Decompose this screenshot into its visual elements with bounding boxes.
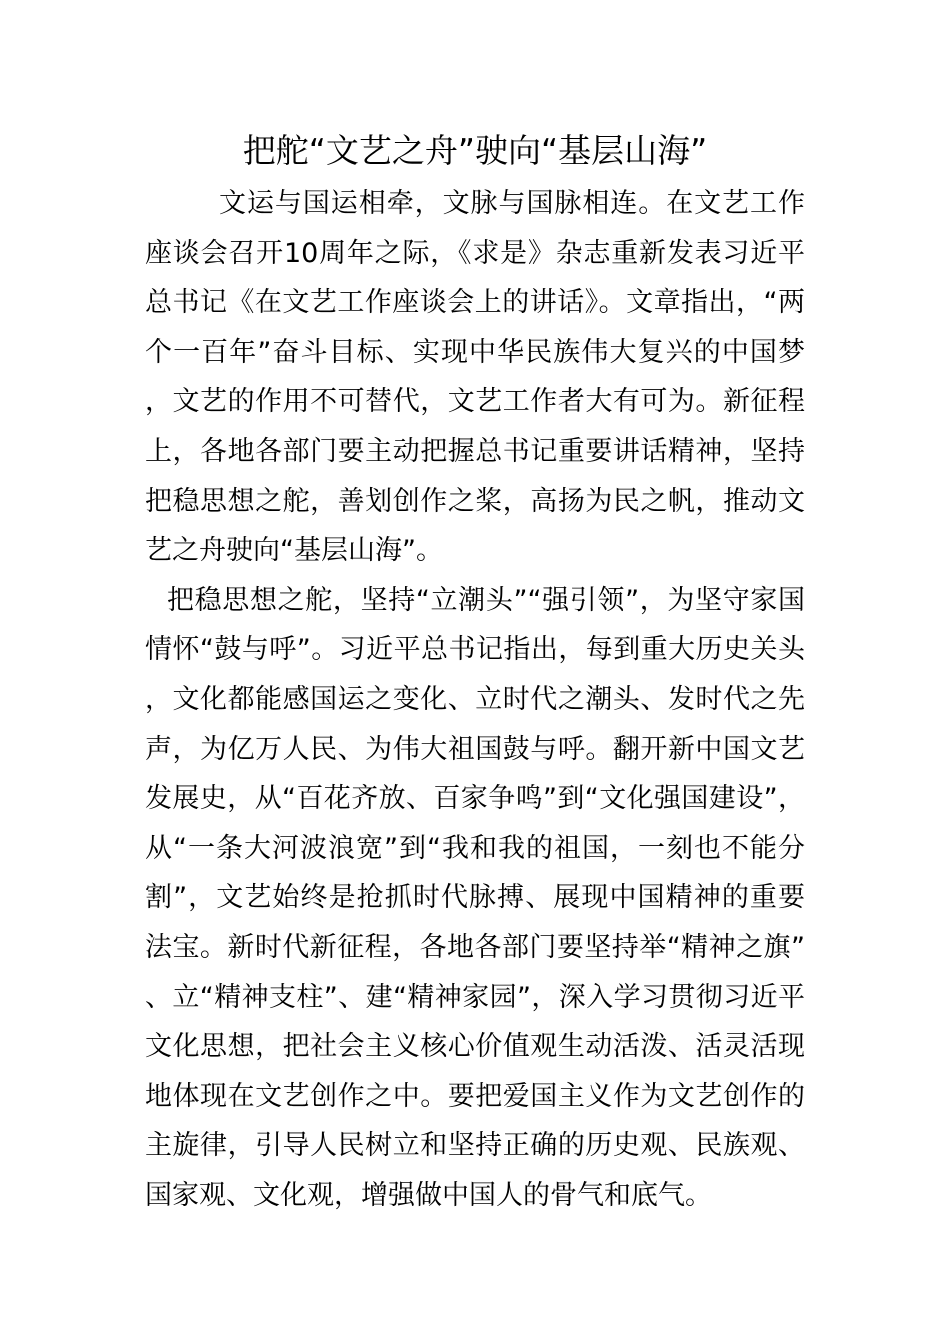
article-title: 把舵“文艺之舟”驶向“基层山海” bbox=[242, 131, 708, 170]
paragraph-2: 把稳思想之舵，坚持“立潮头”“强引领”，为坚守家国情怀“鼓与呼”。习近平总书记指出，每到重大历史关头，文化都能感国运之变化、立时代之潮头、发时代之先声，为亿万人民、为伟大祖国鼓与呼。翻开新中国文艺发展史，从“百花齐放、百家争鸣”到“文化强国建设”，从“一条大河波浪宽”到“我和我的祖国，一刻也不能分割”，文艺始终是抢抓时代脉搏、展现中国精神的重要法宝。新时代新征程，各地各部门要坚持举“精神之旗”、立“精神支柱”、建“精神家园”，深入学习贯彻习近平文化思想，把社会主义核心价值观生动活泼、活灵活现地体现在文艺创作之中。要把爱国主义作为文艺创作的主旋律，引导人民树立和坚持正确的历史观、民族观、国家观、文化观，增强做中国人的骨气和底气。 bbox=[145, 584, 805, 1211]
article-body bbox=[145, 179, 805, 1220]
paragraph-1: 文运与国运相牵，文脉与国脉相连。在文艺工作座谈会召开10周年之际，《求是》杂志重新发表习近平总书记《在文艺工作座谈会上的讲话》。文章指出，“两个一百年”奋斗目标、实现中华民族伟大复兴的中国梦，文艺的作用不可替代，文艺工作者大有可为。新征程上，各地各部门要主动把握总书记重要讲话精神，坚持把稳思想之舵，善划创作之桨，高扬为民之帆，推动文艺之舟驶向“基层山海”。 bbox=[145, 188, 805, 567]
